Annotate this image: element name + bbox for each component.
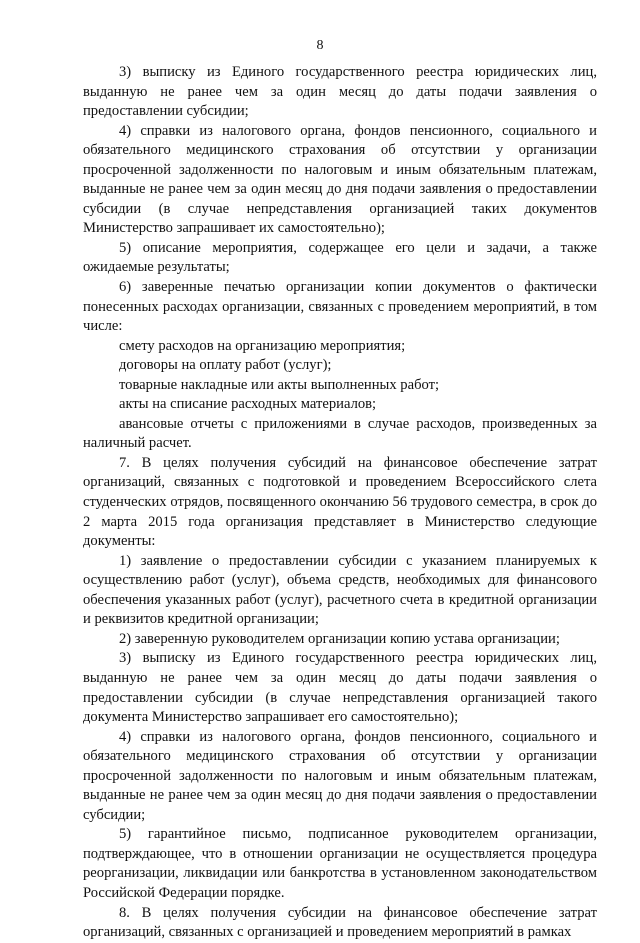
paragraph: 3) выписку из Единого государственного реестра юридических лиц, выданную не ранее чем за один месяц до даты подачи заявления о предоставлении субсидии (в случае непредставления организацией такого документа Министерство запрашивает его самостоятельно);	[83, 650, 597, 726]
paragraph: 6) заверенные печатью организации копии документов о фактически понесенных расходах организации, связанных с проведением мероприятий, в том числе:	[83, 279, 597, 335]
paragraph: 2) заверенную руководителем организации копию устава организации;	[119, 630, 560, 647]
paragraph: 5) гарантийное письмо, подписанное руководителем организации, подтверждающее, что в отношении организации не осуществляется процедура реорганизации, ликвидации или банкротства в установленном законодательством Российской Федерации порядке.	[83, 826, 597, 901]
list-item: акты на списание расходных материалов;	[119, 396, 377, 413]
paragraph: 1) заявление о предоставлении субсидии с указанием планируемых к осуществлению работ (услуг), объема средств, необходимых для финансового обеспечения указанных работ (услуг), расчетного счета в кредитной организации и реквизитов кредитной организации;	[83, 552, 597, 628]
paragraph: 4) справки из налогового органа, фондов пенсионного, социального и обязательного медицинского страхования об отсутствии у организации просроченной задолженности по налоговым и иным обязательным платежам, выданные не ранее чем за один месяц до дня подачи заявления о предоставлении субсидии (в случае непредставления организацией таких документов Министерство запрашивает их самостоятельно);	[83, 122, 597, 237]
list-item: смету расходов на организацию мероприятия;	[119, 337, 406, 354]
paragraph: 5) описание мероприятия, содержащее его цели и задачи, а также ожидаемые результаты;	[83, 239, 597, 276]
page-number: 8	[316, 38, 324, 53]
paragraph: 3) выписку из Единого государственного реестра юридических лиц, выданную не ранее чем за один месяц до даты подачи заявления о предоставлении субсидии;	[83, 64, 597, 120]
document-body	[83, 63, 597, 943]
paragraph: 8. В целях получения субсидии на финансовое обеспечение затрат организаций, связанных с организацией и проведением мероприятий в рамках	[83, 904, 597, 941]
paragraph: авансовые отчеты с приложениями в случае расходов, произведенных за наличный расчет.	[83, 415, 597, 452]
paragraph: 7. В целях получения субсидий на финансовое обеспечение затрат организаций, связанных с подготовкой и проведением Всероссийского слета студенческих отрядов, посвященного окончанию 56 трудового семестра, в срок до 2 марта 2015 года организация представляет в Министерство следующие документы:	[83, 454, 597, 550]
list-item: товарные накладные или акты выполненных работ;	[119, 376, 440, 393]
list-item: договоры на оплату работ (услуг);	[119, 357, 332, 374]
paragraph: 4) справки из налогового органа, фондов пенсионного, социального и обязательного медицинского страхования об отсутствии у организации просроченной задолженности по налоговым и иным обязательным платежам, выданные не ранее чем за один месяц до дня подачи заявления о предоставлении субсидии;	[83, 728, 597, 823]
